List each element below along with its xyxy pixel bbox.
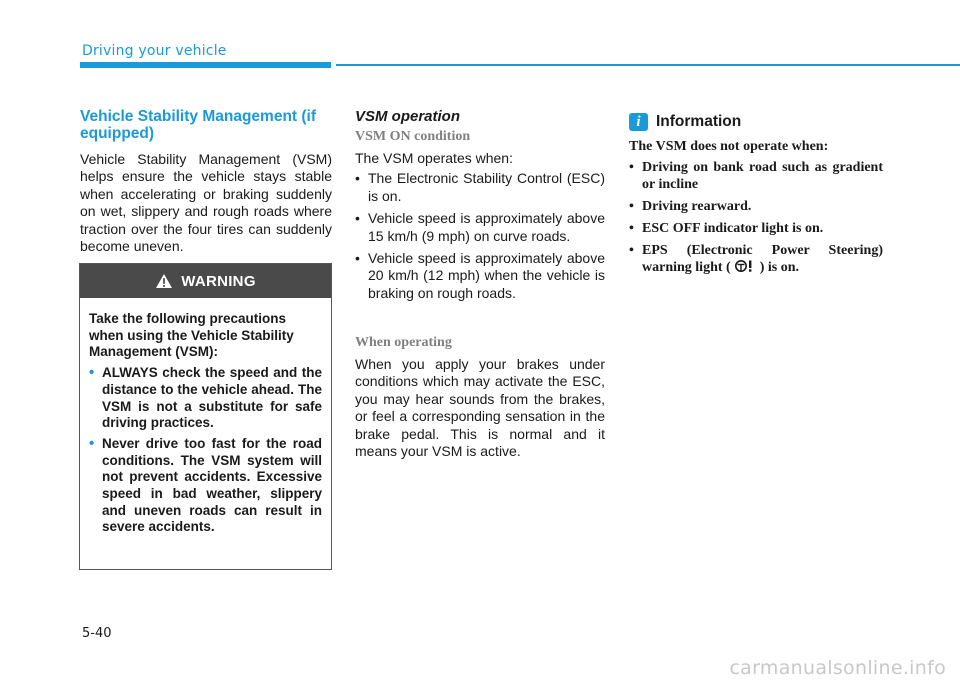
list-item (355, 170, 605, 205)
bullet-icon: • (355, 210, 360, 227)
list-item (629, 159, 883, 193)
header-bar-thin (336, 64, 960, 66)
section-title: Driving your vehicle (82, 43, 227, 59)
bullet-icon: • (89, 364, 95, 382)
page-number: 5-40 (82, 626, 112, 641)
warning-triangle-icon (155, 273, 173, 289)
bullet-icon: • (629, 160, 634, 175)
vsm-on-condition-section (355, 150, 605, 307)
list-item-text: The Electronic Stability Control (ESC) is on. (368, 170, 605, 204)
bullet-icon: • (355, 170, 360, 187)
vsm-on-condition-list (355, 170, 605, 302)
list-item-text: Driving on bank road such as gradient or incline (642, 160, 883, 192)
bullet-icon: • (629, 199, 634, 214)
warning-label: WARNING (181, 272, 256, 290)
warning-box (79, 263, 332, 570)
vsm-heading: Vehicle Stability Management (if equipped) (80, 108, 317, 142)
list-item-text: Driving rearward. (642, 199, 752, 214)
vsm-on-condition-intro: The VSM operates when: (355, 150, 513, 166)
when-operating-section (355, 356, 605, 460)
warning-item-text: Never drive too fast for the road conditions. The VSM system will not prevent accidents. Excessive speed in bad weather, slippery and uneven roads can result in severe accidents. (102, 435, 322, 535)
warning-item-text: ALWAYS check the speed and the distance to the vehicle ahead. The VSM is not a substitute for safe driving practices. (102, 365, 322, 431)
bullet-icon: • (355, 250, 360, 267)
eps-text-before: EPS (Electronic Power Steering) warning light ( (642, 243, 883, 275)
eps-text-after: ) is on. (759, 260, 799, 275)
list-item (629, 198, 883, 215)
vsm-operation-heading: VSM operation (355, 108, 461, 125)
warning-header (80, 264, 331, 298)
warning-item (89, 436, 322, 536)
list-item-text: Vehicle speed is approximately above 20 km/h (12 mph) when the vehicle is braking on rough roads. (368, 250, 605, 301)
vsm-on-condition-heading: VSM ON condition (355, 129, 471, 144)
information-title: Information (656, 113, 742, 130)
warning-item (89, 365, 322, 432)
header-bar-thick (80, 62, 331, 68)
list-item (355, 210, 605, 245)
warning-intro: Take the following precautions when using the Vehicle Stability Management (VSM): (89, 311, 294, 360)
warning-body (80, 298, 331, 536)
when-operating-paragraph: When you apply your brakes under conditions which may activate the ESC, you may hear sounds from the brakes, or feel a corresponding sensation in the brake pedal. This is normal and it means your VSM is active. (355, 356, 605, 460)
list-item (629, 220, 883, 237)
warning-list (89, 365, 322, 536)
list-item (355, 250, 605, 302)
information-body (629, 138, 883, 281)
watermark: carmanualsonline.info (729, 657, 946, 679)
bullet-icon: • (629, 243, 634, 258)
information-intro: The VSM does not operate when: (629, 139, 829, 154)
vsm-intro-paragraph: Vehicle Stability Management (VSM) helps ensure the vehicle stays stable when accelerating or braking suddenly on wet, slippery and rough roads where traction over the four tires can suddenly become uneven. (80, 151, 332, 255)
information-list (629, 159, 883, 276)
list-item (629, 242, 883, 276)
list-item-text: Vehicle speed is approximately above 15 km/h (9 mph) on curve roads. (368, 210, 605, 244)
when-operating-heading: When operating (355, 335, 452, 350)
list-item-text: ESC OFF indicator light is on. (642, 221, 824, 236)
bullet-icon: • (629, 221, 634, 236)
eps-warning-light-icon (734, 259, 756, 273)
info-icon: i (629, 113, 648, 131)
bullet-icon: • (89, 434, 95, 452)
information-header (629, 113, 741, 131)
